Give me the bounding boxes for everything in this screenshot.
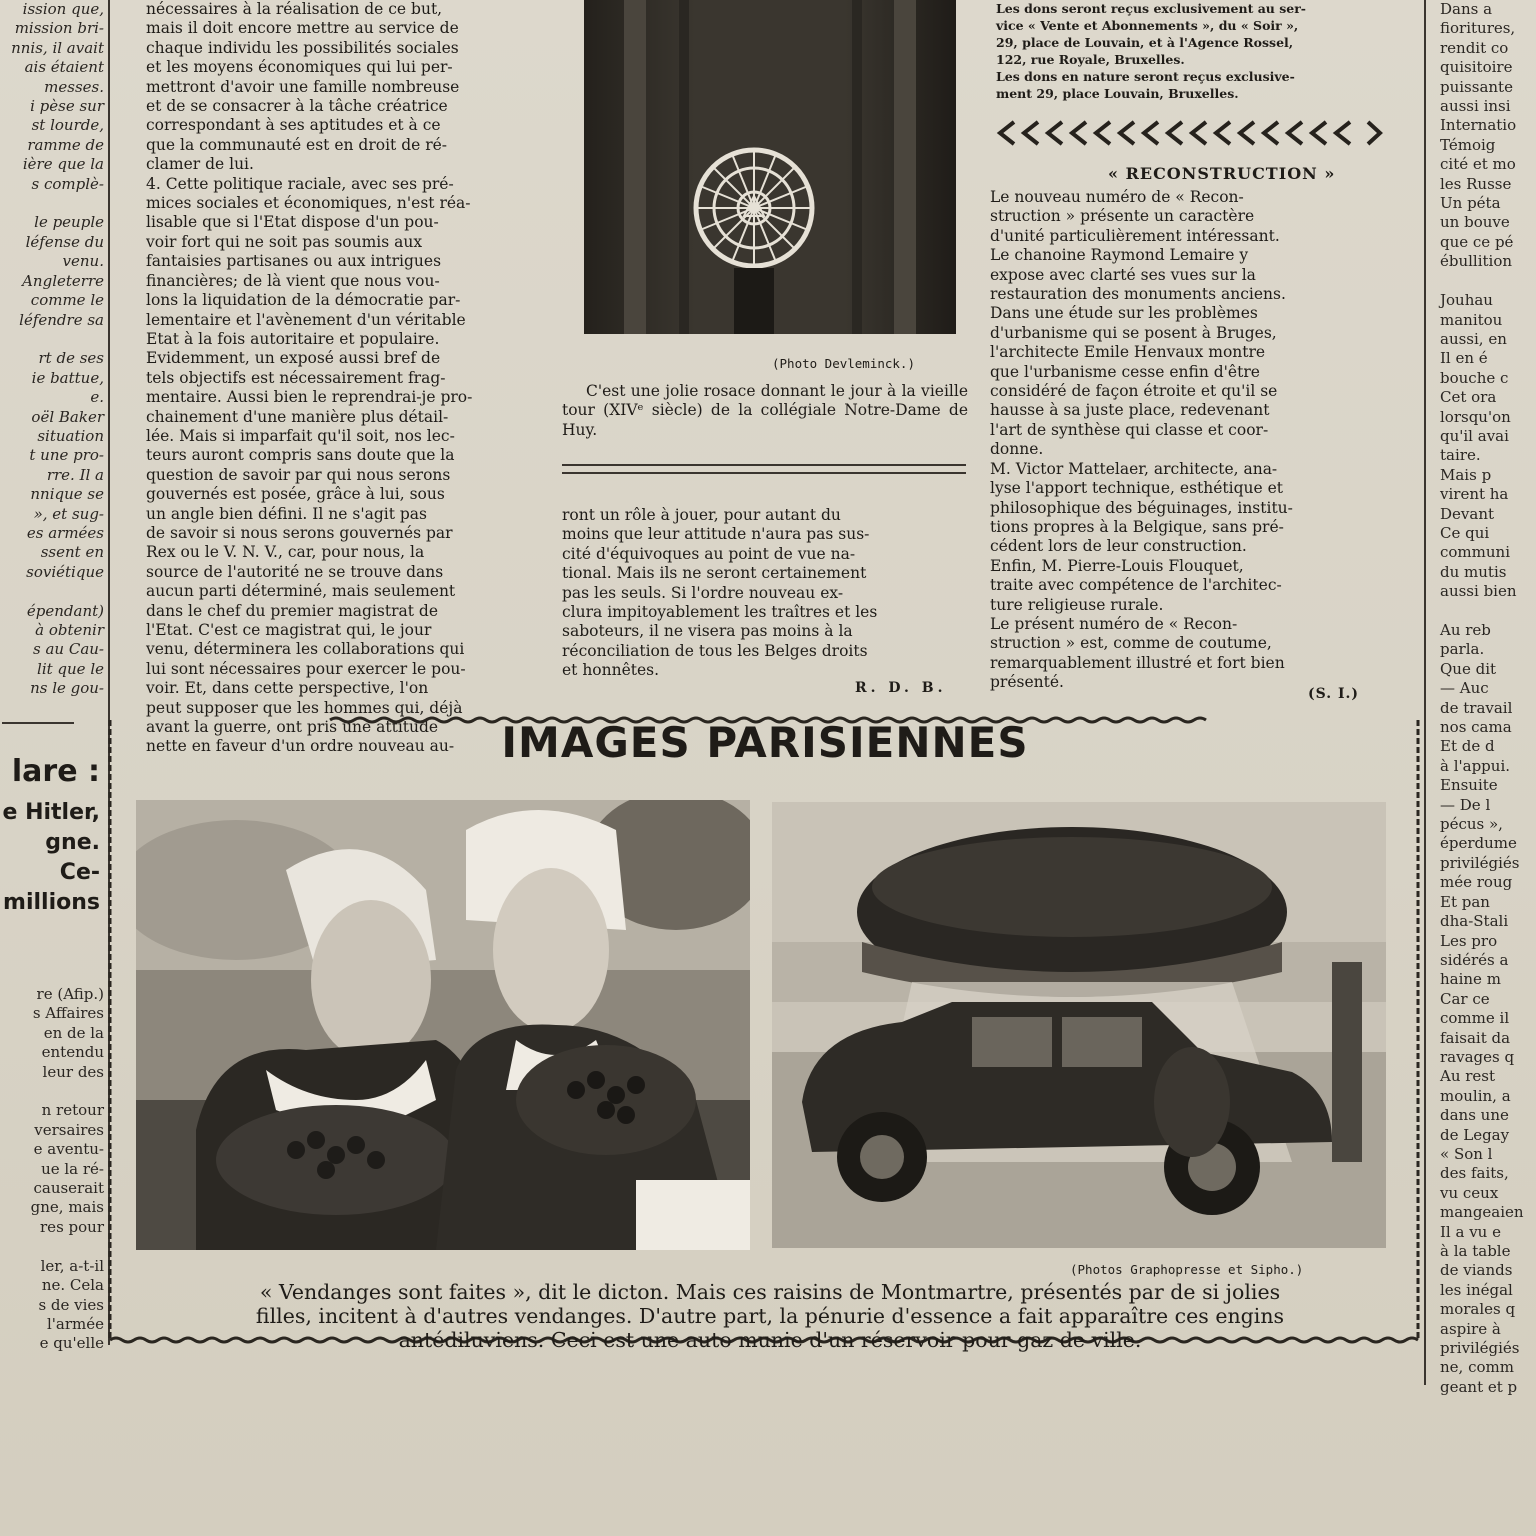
donations-line: Les dons seront reçus exclusivement au ser-	[996, 1, 1306, 16]
article-line: venu, déterminera les collaborations qui	[146, 640, 465, 659]
left-edge-line: ie battue,	[31, 368, 104, 387]
right-edge-line: Et de d	[1440, 737, 1495, 756]
article-line: dans le chef du premier magistrat de	[146, 601, 438, 620]
right-edge-line: virent ha	[1440, 485, 1509, 504]
left-edge-line: i pèse sur	[30, 97, 104, 116]
right-edge-line: ne, comm	[1440, 1358, 1514, 1377]
article-line: mentaire. Aussi bien le reprendrai-je pro-	[146, 388, 473, 407]
donations-line: Les dons en nature seront reçus exclusive-	[996, 69, 1295, 84]
left-edge-line: soviétique	[26, 562, 104, 581]
right-edge-line: taire.	[1440, 446, 1481, 465]
right-edge-line: morales q	[1440, 1300, 1516, 1319]
right-edge-line: Cet ora	[1440, 388, 1497, 407]
gas-tank-car-illustration	[772, 802, 1386, 1248]
right-edge-line: Témoig	[1440, 135, 1496, 154]
left-edge-line: Angleterre	[22, 271, 104, 290]
right-edge-line: que ce pé	[1440, 232, 1514, 251]
right-edge-line: communi	[1440, 543, 1510, 562]
right-edge-line: Au rest	[1440, 1067, 1496, 1086]
right-edge-line: « Son l	[1440, 1144, 1493, 1163]
donations-notice	[996, 0, 1388, 102]
right-edge-line: mangeaien	[1440, 1203, 1524, 1222]
article-column-b	[562, 506, 964, 681]
rosette-window-photo	[584, 0, 956, 334]
left-edge-line: le peuple	[34, 213, 104, 232]
left-edge-line: s complè-	[31, 174, 104, 193]
right-edge-line: Jouhau	[1440, 291, 1493, 310]
article-line: chainement d'une manière plus détail-	[146, 407, 449, 426]
images-parisiennes-heading: IMAGES PARISIENNES	[501, 718, 1029, 767]
article-line: l'architecte Emile Henvaux montre	[990, 343, 1266, 362]
article-line: Le chanoine Raymond Lemaire y	[990, 246, 1249, 265]
left-edge-line: rt de ses	[38, 349, 104, 368]
article-line: nette en faveur d'un ordre nouveau au-	[146, 737, 455, 756]
right-edge-column	[1440, 0, 1536, 1397]
article-line: lui sont nécessaires pour exercer le pou-	[146, 659, 466, 678]
right-edge-line: Ce qui	[1440, 523, 1490, 542]
right-edge-line: privilégiés	[1440, 1339, 1520, 1358]
right-edge-line: dans une	[1440, 1106, 1509, 1125]
article-line: philosophique des béguinages, institu-	[990, 498, 1293, 517]
article-line: remarquablement illustré et fort bien	[990, 653, 1285, 672]
right-edge-line: bouche c	[1440, 368, 1509, 387]
images-parisiennes-caption: « Vendanges sont faites », dit le dicton. Mais ces raisins de Montmartre, présentés par de si jolies filles, incitent à d'autres vendanges. D'autre part, la pénurie d'essence a fait apparaître ces engins antédiluviens. Ceci est une auto munie d'un réservoir pour gaz de ville.	[255, 1280, 1285, 1352]
right-edge-line: de travail	[1440, 698, 1513, 717]
article-line: réconciliation de tous les Belges droits	[562, 641, 868, 660]
article-line: de savoir si nous serons gouvernés par	[146, 523, 453, 542]
article-line: présenté.	[990, 673, 1064, 692]
article-line: voir fort qui ne soit pas soumis aux	[146, 232, 423, 251]
article-line: Le nouveau numéro de « Recon-	[990, 188, 1244, 206]
article-line: tions propres à la Belgique, sans pré-	[990, 517, 1284, 536]
article-line: mettront d'avoir une famille nombreuse	[146, 77, 460, 96]
article-line: gouvernés est posée, grâce à lui, sous	[146, 485, 445, 504]
right-edge-line	[1440, 272, 1536, 291]
right-edge-line: Les pro	[1440, 931, 1498, 950]
article-line: que l'urbanisme cesse enfin d'être	[990, 362, 1260, 381]
left-edge-line: n retour	[41, 1101, 104, 1120]
right-edge-line: du mutis	[1440, 562, 1507, 581]
article-line: hausse à sa juste place, redevenant	[990, 401, 1270, 420]
left-edge-line: entendu	[41, 1043, 104, 1062]
right-edge-line: de Legay	[1440, 1125, 1510, 1144]
right-edge-line: faisait da	[1440, 1028, 1511, 1047]
right-edge-line: qu'il avai	[1440, 426, 1509, 445]
article-line: Evidemment, un exposé aussi bref de	[146, 349, 441, 368]
right-edge-line: sidérés a	[1440, 950, 1509, 969]
article-line: peut supposer que les hommes qui, déjà	[146, 698, 463, 717]
article-line: et de se consacrer à la tâche créatrice	[146, 97, 448, 116]
article-line: traite avec compétence de l'architec-	[990, 576, 1282, 595]
article-line: lyse l'apport technique, esthétique et	[990, 479, 1284, 498]
right-edge-line: de viands	[1440, 1261, 1513, 1280]
left-edge-line: ns le gou-	[30, 679, 104, 698]
double-rule-bottom	[562, 472, 966, 474]
right-edge-line: aussi insi	[1440, 97, 1511, 116]
left-edge-line: lit que le	[37, 659, 104, 678]
left-edge-line: messes.	[44, 77, 104, 96]
article-line: tional. Mais ils ne seront certainement	[562, 564, 867, 583]
right-edge-line: pécus »,	[1440, 815, 1503, 834]
right-edge-line: dha-Stali	[1440, 912, 1509, 931]
right-edge-line: Il a vu e	[1440, 1222, 1501, 1241]
left-edge-line: res pour	[40, 1217, 104, 1236]
right-edge-line: les Russe	[1440, 174, 1512, 193]
photo-caption-rosette: C'est une jolie rosace donnant le jour à la vieille tour (XIVᵉ siècle) de la collégiale Notre-Dame de Huy.	[562, 382, 968, 439]
right-edge-line: Ensuite	[1440, 776, 1498, 795]
left-edge-line: léfense du	[25, 232, 104, 251]
right-edge-line: les inégal	[1440, 1280, 1513, 1299]
left-edge-line: ramme de	[27, 135, 104, 154]
left-edge-line: ssent en	[40, 543, 104, 562]
right-edge-line: comme il	[1440, 1009, 1510, 1028]
right-edge-line: moulin, a	[1440, 1086, 1511, 1105]
left-edge-line	[0, 582, 104, 601]
article-line: expose avec clarté ses vues sur la	[990, 265, 1256, 284]
right-edge-line: mée roug	[1440, 873, 1513, 892]
grape-harvest-illustration	[136, 800, 750, 1250]
right-edge-line: Il en é	[1440, 349, 1488, 368]
article-line: clamer de lui.	[146, 155, 254, 174]
article-line: avant la guerre, ont pris une attitude	[146, 718, 439, 737]
article-line: fantaisies partisanes ou aux intrigues	[146, 252, 442, 271]
right-edge-line: nos cama	[1440, 718, 1512, 737]
reconstruction-title: « RECONSTRUCTION »	[1108, 164, 1336, 183]
article-line: pas les seuls. Si l'ordre nouveau ex-	[562, 583, 844, 602]
left-edge-line: s au Cau-	[33, 640, 104, 659]
article-line: Le présent numéro de « Recon-	[990, 614, 1238, 633]
article-line: saboteurs, il ne visera pas moins à la	[562, 622, 853, 641]
left-edge-line	[0, 194, 104, 213]
left-edge-line: l'armée	[46, 1314, 104, 1333]
left-headline: lare : e Hitler, gne. Ce- millions	[2, 754, 100, 915]
article-line: lementaire et l'avènement d'un véritable	[146, 310, 466, 329]
right-edge-line: Et pan	[1440, 892, 1490, 911]
right-edge-line: puissante	[1440, 77, 1513, 96]
left-edge-line: e qu'elle	[39, 1334, 104, 1353]
right-edge-line: éperdume	[1440, 834, 1517, 853]
left-edge-column-top	[0, 0, 104, 699]
left-edge-line	[0, 1082, 104, 1101]
left-edge-line: situation	[37, 426, 104, 445]
left-edge-line: nnis, il avait	[11, 38, 104, 57]
photo-credit-rosette: (Photo Devleminck.)	[772, 356, 915, 371]
article-line: moins que leur attitude n'aura pas sus-	[562, 525, 870, 544]
right-edge-line: aussi, en	[1440, 329, 1507, 348]
right-edge-line: des faits,	[1440, 1164, 1509, 1183]
left-edge-line	[0, 1237, 104, 1256]
article-line: struction » est, comme de coutume,	[990, 634, 1272, 653]
right-edge-line	[1440, 602, 1536, 621]
left-edge-line: nnique se	[30, 485, 104, 504]
left-separator-rule	[2, 722, 74, 724]
article-line: et honnêtes.	[562, 661, 660, 680]
right-edge-line: Car ce	[1440, 989, 1490, 1008]
article-line: restauration des monuments anciens.	[990, 285, 1286, 304]
article-line: mices sociales et économiques, n'est réa-	[146, 194, 471, 213]
left-edge-line: re (Afip.)	[36, 985, 104, 1003]
right-edge-line: haine m	[1440, 970, 1501, 989]
article-line: chaque individu les possibilités sociales	[146, 38, 459, 57]
signature-rdb: R. D. B.	[855, 680, 947, 696]
right-edge-line: lorsqu'on	[1440, 407, 1511, 426]
article-line: l'art de synthèse qui classe et coor-	[990, 420, 1269, 439]
right-edge-line: ébullition	[1440, 252, 1513, 271]
article-column-c	[990, 188, 1390, 693]
donations-line: vice « Vente et Abonnements », du « Soir »,	[996, 18, 1299, 33]
right-edge-line: manitou	[1440, 310, 1503, 329]
left-edge-line: venu.	[62, 252, 104, 271]
left-edge-line: st lourde,	[31, 116, 104, 135]
left-edge-line: ue la ré-	[41, 1159, 104, 1178]
left-edge-line: e.	[90, 388, 104, 407]
article-line: ture religieuse rurale.	[990, 595, 1164, 614]
article-line: question de savoir par qui nous serons	[146, 465, 451, 484]
article-line: mais il doit encore mettre au service de	[146, 19, 459, 38]
left-edge-line	[0, 330, 104, 349]
right-edge-line: aspire à	[1440, 1319, 1501, 1338]
right-edge-line: à l'appui.	[1440, 756, 1511, 775]
article-line: l'Etat. C'est ce magistrat qui, le jour	[146, 621, 432, 639]
article-line: cédent lors de leur construction.	[990, 537, 1247, 556]
right-edge-line: Devant	[1440, 504, 1495, 523]
right-edge-line: parla.	[1440, 640, 1485, 659]
right-edge-line: — Auc	[1440, 679, 1489, 698]
article-line: voir. Et, dans cette perspective, l'on	[146, 679, 429, 698]
article-line: source de l'autorité ne se trouve dans	[146, 562, 444, 581]
right-edge-line: Dans a	[1440, 0, 1493, 18]
right-edge-line: vu ceux	[1440, 1183, 1499, 1202]
left-edge-line: en de la	[43, 1023, 104, 1042]
right-edge-line: Mais p	[1440, 465, 1492, 484]
article-line: struction » présente un caractère	[990, 207, 1255, 226]
article-line: ront un rôle à jouer, pour autant du	[562, 506, 841, 524]
article-line: M. Victor Mattelaer, architecte, ana-	[990, 459, 1278, 478]
right-edge-line: fioritures,	[1440, 19, 1516, 38]
article-line: tels objectifs est nécessairement frag-	[146, 368, 446, 387]
left-edge-line: léfendre sa	[19, 310, 104, 329]
article-line: un angle bien défini. Il ne s'agit pas	[146, 504, 427, 523]
left-edge-line: oël Baker	[31, 407, 104, 426]
article-line: teurs auront compris sans doute que la	[146, 446, 455, 465]
article-line: d'unité particulièrement intéressant.	[990, 226, 1280, 245]
left-edge-line: es armées	[26, 523, 104, 542]
article-line: financières; de là vient que nous vou-	[146, 271, 440, 290]
donations-line: 29, place de Louvain, et à l'Agence Rossel,	[996, 35, 1294, 50]
grape-harvest-photo	[136, 800, 750, 1250]
left-edge-line: mission bri-	[14, 19, 104, 38]
right-edge-line: Internatio	[1440, 116, 1517, 135]
article-line: Rex ou le V. N. V., car, pour nous, la	[146, 543, 425, 562]
left-edge-line: t une pro-	[29, 446, 104, 465]
left-edge-line: épendant)	[26, 601, 104, 620]
article-line: considéré de façon étroite et qu'il se	[990, 382, 1278, 401]
article-line: lisable que si l'Etat dispose d'un pou-	[146, 213, 439, 232]
article-line: que la communauté est en droit de ré-	[146, 135, 448, 154]
left-edge-line: à obtenir	[35, 621, 104, 639]
right-edge-line: un bouve	[1440, 213, 1510, 232]
right-edge-line: ravages q	[1440, 1047, 1515, 1066]
right-edge-line: Que dit	[1440, 659, 1497, 678]
right-edge-line: Au reb	[1440, 621, 1491, 639]
right-edge-line: à la table	[1440, 1242, 1511, 1260]
article-line: clura impitoyablement les traîtres et les	[562, 603, 878, 622]
article-line: et les moyens économiques qui lui per-	[146, 58, 453, 77]
article-line: aucun parti déterminé, mais seulement	[146, 582, 456, 601]
right-edge-line: Un péta	[1440, 194, 1501, 213]
left-edge-line: versaires	[34, 1120, 104, 1139]
article-line: Etat à la fois autoritaire et populaire.	[146, 329, 440, 348]
article-line: lée. Mais si imparfait qu'il soit, nos lec-	[146, 426, 455, 445]
left-edge-line: ission que,	[22, 0, 104, 18]
decorative-chevron-border	[992, 118, 1392, 148]
right-edge-line: quisitoire	[1440, 58, 1513, 77]
article-line: nécessaires à la réalisation de ce but,	[146, 0, 443, 18]
article-line: 4. Cette politique raciale, avec ses pré-	[146, 174, 454, 193]
gas-tank-car-photo	[772, 802, 1386, 1248]
article-line: cité d'équivoques au point de vue na-	[562, 544, 856, 563]
rosette-photo-illustration	[584, 0, 956, 334]
left-edge-line: s Affaires	[32, 1004, 104, 1023]
article-line: lons la liquidation de la démocratie par-	[146, 291, 461, 310]
left-edge-line: comme le	[30, 291, 104, 310]
article-line: d'urbanisme qui se posent à Bruges,	[990, 323, 1277, 342]
left-edge-line: causerait	[33, 1179, 104, 1198]
left-edge-line: ais étaient	[24, 58, 104, 77]
left-edge-line: ière que la	[22, 155, 104, 174]
donations-line: ment 29, place Louvain, Bruxelles.	[996, 86, 1239, 101]
article-line: donne.	[990, 440, 1044, 459]
left-edge-line: rre. Il a	[46, 465, 104, 484]
double-rule-top	[562, 464, 966, 466]
article-column-a	[146, 0, 544, 757]
right-edge-line: cité et mo	[1440, 155, 1516, 174]
donations-line: 122, rue Royale, Bruxelles.	[996, 52, 1185, 67]
left-edge-line: e aventu-	[33, 1140, 104, 1159]
right-edge-line: aussi bien	[1440, 582, 1517, 601]
article-line: Enfin, M. Pierre-Louis Flouquet,	[990, 556, 1244, 575]
left-edge-line: s de vies	[38, 1295, 104, 1314]
article-line: correspondant à ses aptitudes et à ce	[146, 116, 441, 135]
right-edge-line: geant et p	[1440, 1377, 1518, 1396]
left-edge-line: », et sug-	[33, 504, 104, 523]
left-edge-line: gne, mais	[30, 1198, 104, 1217]
photo-credit-paris: (Photos Graphopresse et Sipho.)	[1070, 1262, 1304, 1277]
right-edge-line: — De l	[1440, 795, 1491, 814]
article-line: Dans une étude sur les problèmes	[990, 304, 1258, 323]
left-edge-line: leur des	[42, 1062, 104, 1081]
left-edge-column-lower	[0, 985, 104, 1354]
left-edge-line: ler, a-t-il	[40, 1256, 104, 1275]
right-edge-line: rendit co	[1440, 38, 1509, 57]
left-edge-line: ne. Cela	[41, 1276, 104, 1295]
right-edge-line: privilégiés	[1440, 853, 1520, 872]
signature-si: (S. I.)	[1308, 686, 1360, 702]
